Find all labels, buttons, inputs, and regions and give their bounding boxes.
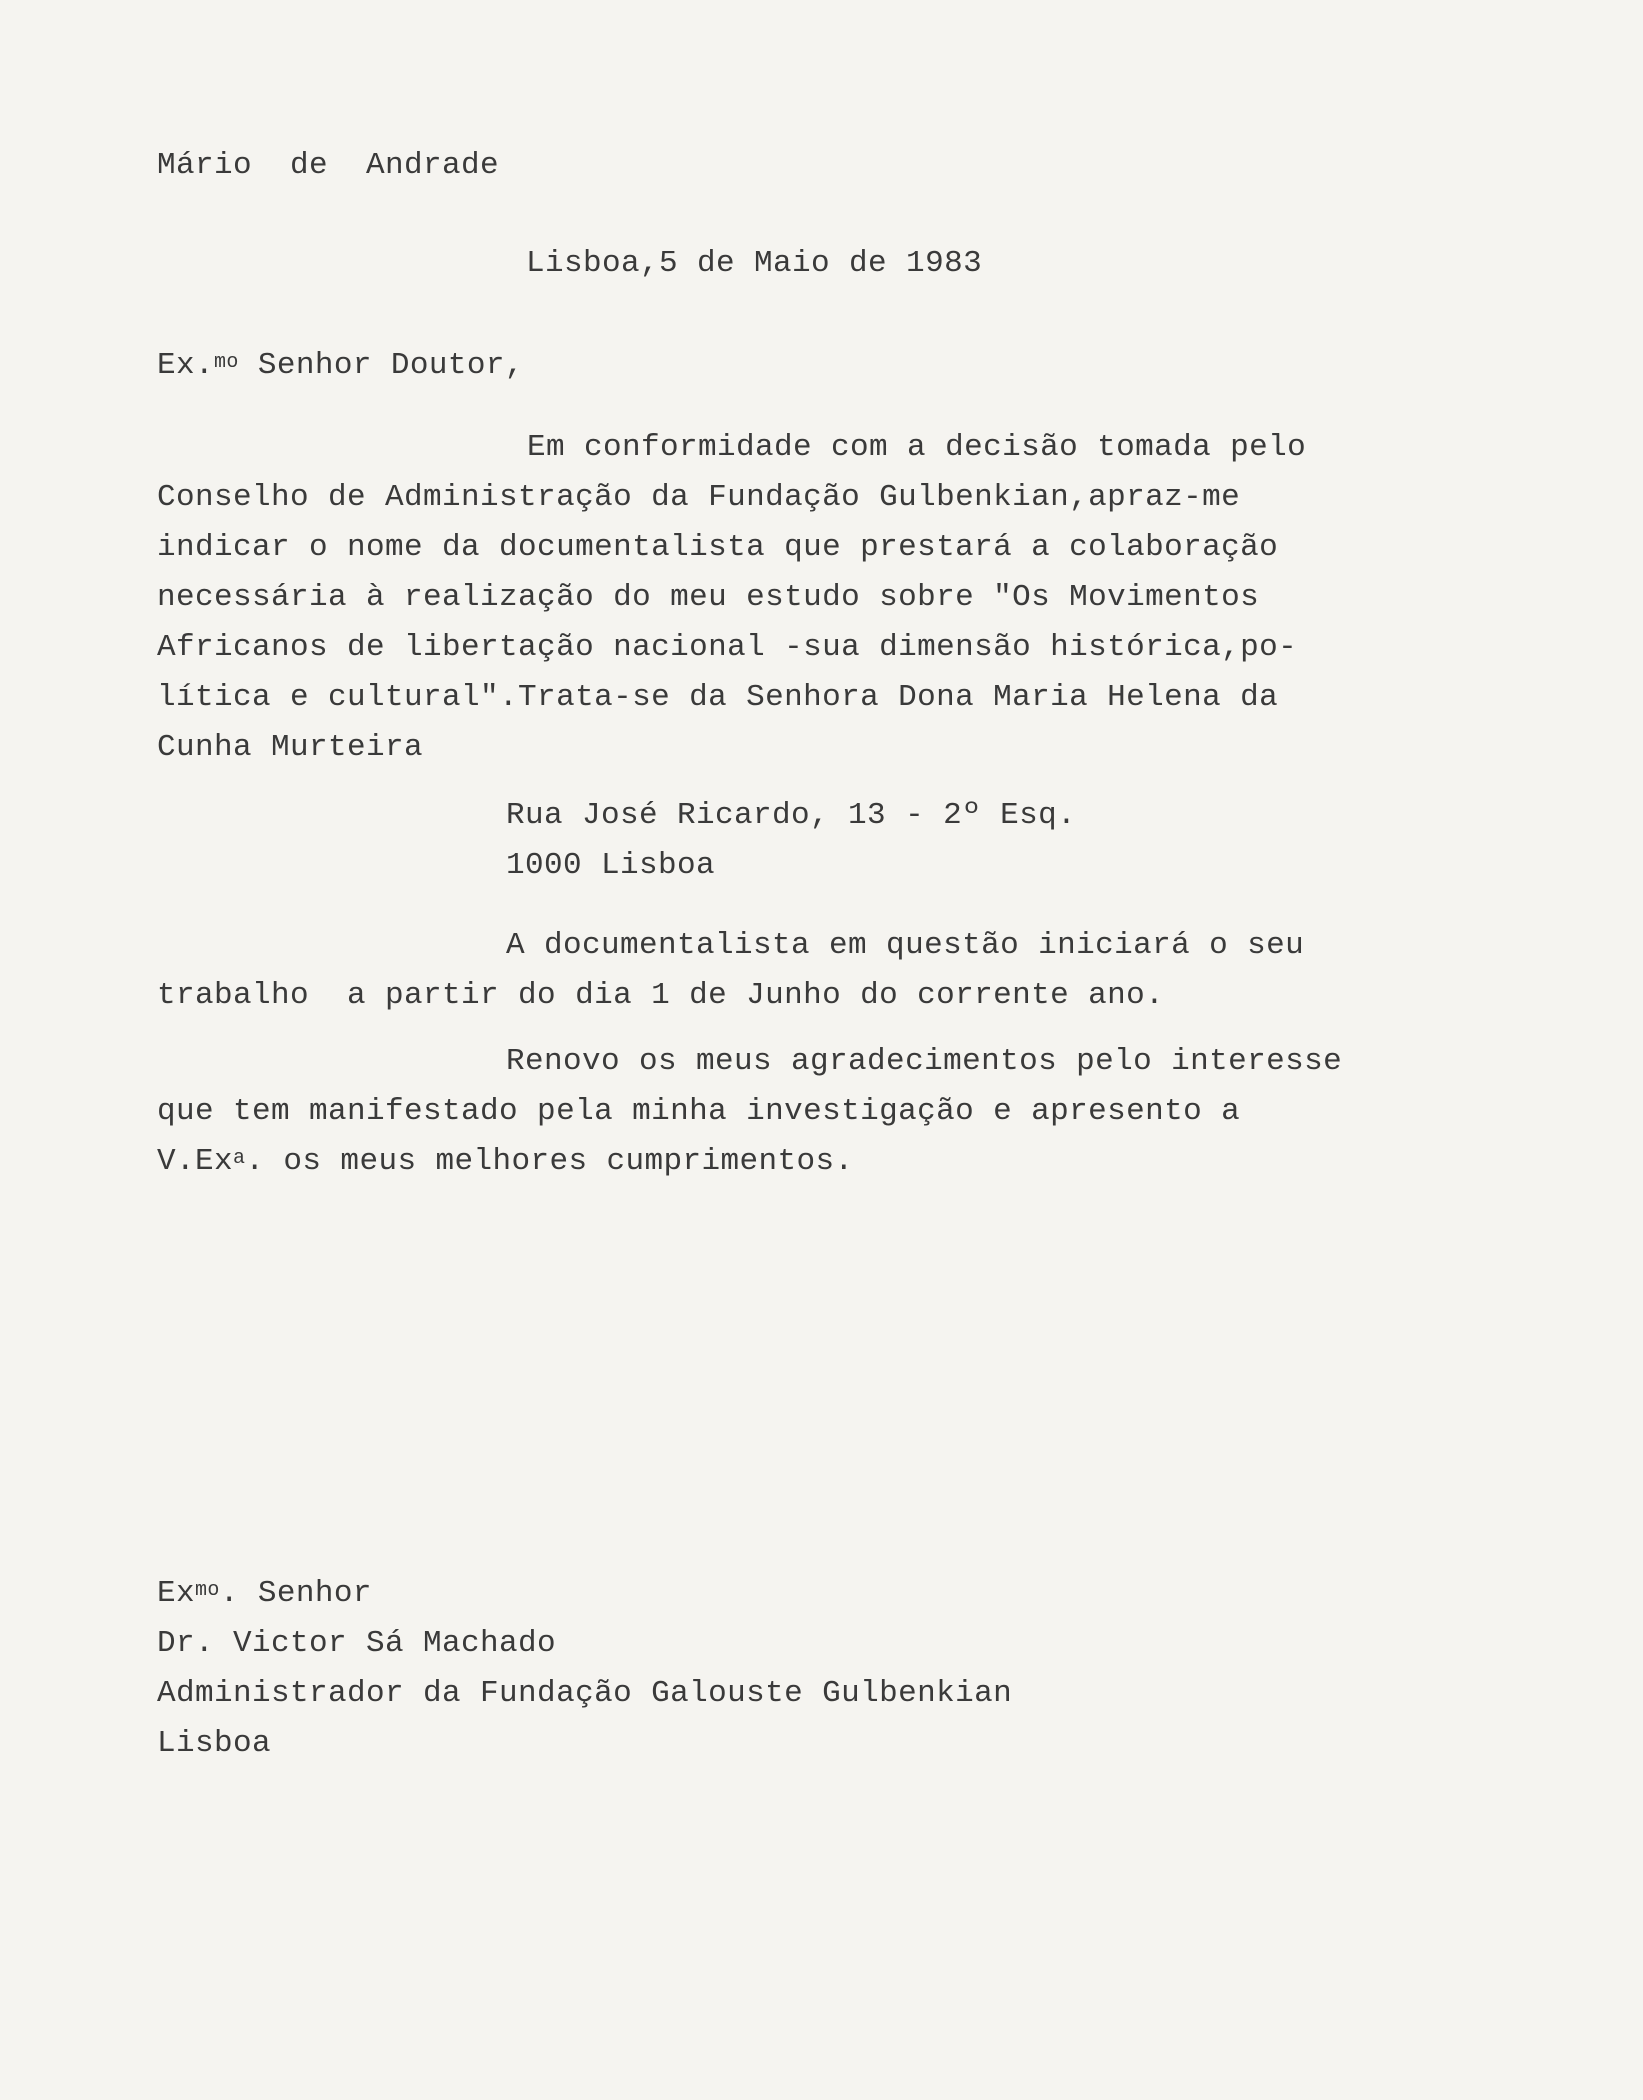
salutation-prefix: Ex.: [157, 348, 215, 383]
closing-line: [157, 1142, 854, 1185]
closing-rest: . os meus melhores cumprimentos.: [245, 1144, 854, 1179]
paragraph-1-line: indicar o nome da documentalista que prestará a colaboração: [157, 530, 1279, 565]
recipient-salutation: [157, 1574, 372, 1617]
recipient-line: Dr. Victor Sá Machado: [157, 1626, 557, 1661]
recipient-prefix: Ex: [157, 1576, 196, 1611]
address-line: Rua José Ricardo, 13 - 2º Esq.: [506, 798, 1077, 833]
recipient-line: Lisboa: [157, 1726, 272, 1761]
date-line: Lisboa,5 de Maio de 1983: [526, 246, 983, 281]
sender-name: Mário de Andrade: [157, 148, 500, 183]
margin-stamp: [1520, 0, 1600, 2100]
address-line: 1000 Lisboa: [506, 848, 716, 883]
recipient-line: Administrador da Fundação Galouste Gulbenkian: [157, 1676, 1013, 1711]
paragraph-1-line: Conselho de Administração da Fundação Gulbenkian,apraz-me: [157, 480, 1241, 515]
closing-prefix: V.Ex: [157, 1144, 234, 1179]
recipient-rest: . Senhor: [219, 1576, 372, 1611]
paragraph-2-line: trabalho a partir do dia 1 de Junho do corrente ano.: [157, 978, 1165, 1013]
salutation-rest: Senhor Doutor,: [238, 348, 524, 383]
paragraph-1-line: Em conformidade com a decisão tomada pelo: [527, 430, 1307, 465]
recipient-superscript: mo: [195, 1579, 220, 1602]
paragraph-3-line: Renovo os meus agradecimentos pelo interesse: [506, 1044, 1343, 1079]
salutation: [157, 346, 524, 389]
salutation-superscript: mo: [214, 351, 239, 374]
paragraph-3-line: que tem manifestado pela minha investigação e apresento a: [157, 1094, 1241, 1129]
paragraph-1-line: lítica e cultural".Trata-se da Senhora Dona Maria Helena da: [157, 680, 1279, 715]
paragraph-2-line: A documentalista em questão iniciará o seu: [506, 928, 1305, 963]
paragraph-1-line: Africanos de libertação nacional -sua dimensão histórica,po-: [157, 630, 1298, 665]
paragraph-1-line: Cunha Murteira: [157, 730, 424, 765]
closing-superscript: a: [233, 1147, 246, 1170]
paragraph-1-line: necessária à realização do meu estudo sobre "Os Movimentos: [157, 580, 1260, 615]
